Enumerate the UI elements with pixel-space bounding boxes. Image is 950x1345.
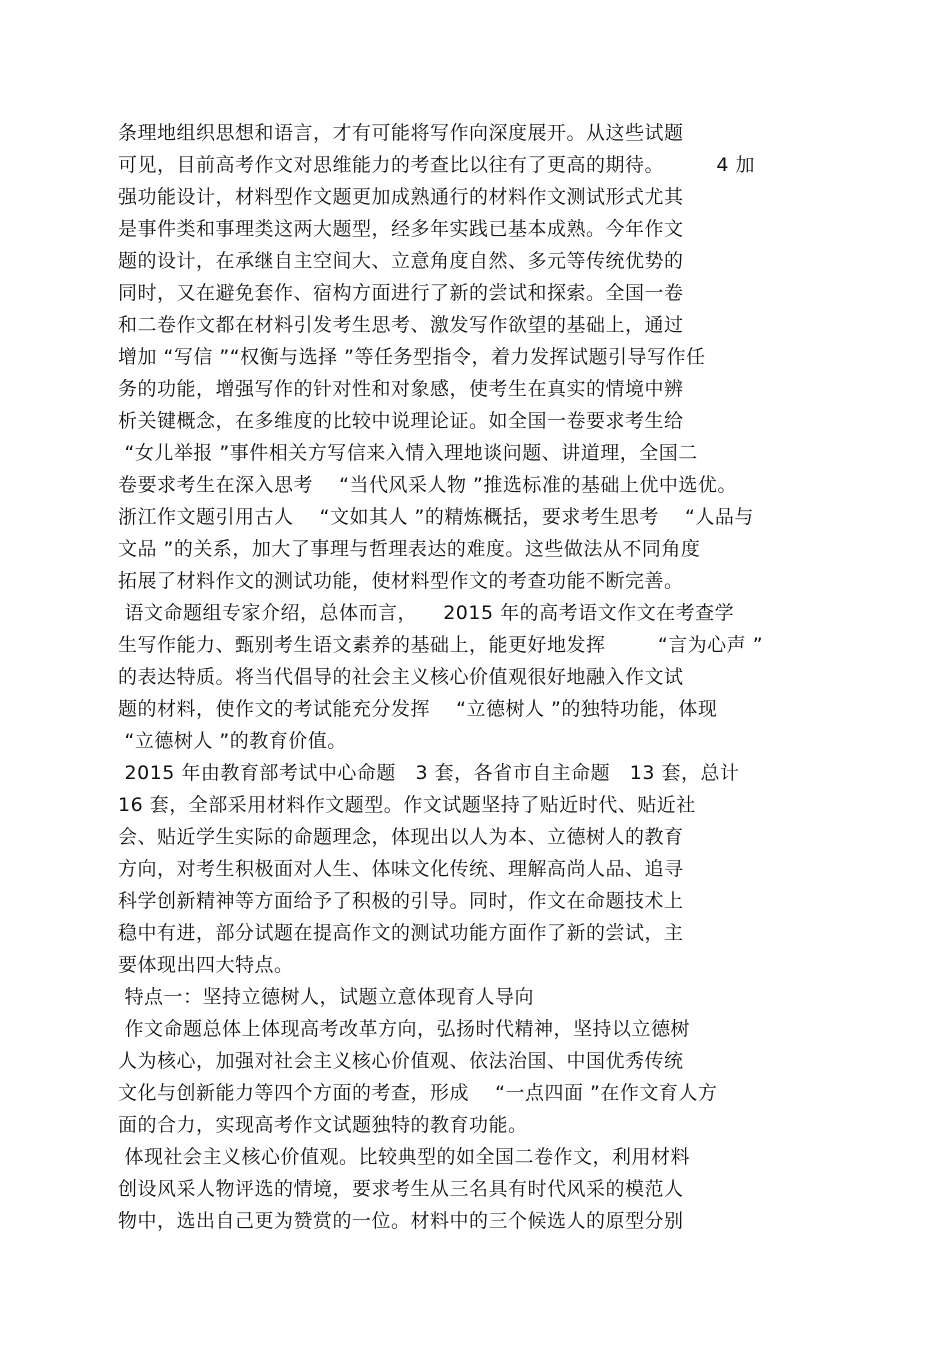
- text-line: 创设风采人物评选的情境，要求考生从三名具有时代风采的模范人: [118, 1178, 684, 1200]
- text-line: 体现社会主义核心价值观。比较典型的如全国二卷作文，利用材料: [118, 1146, 691, 1168]
- text-line: 的表达特质。将当代倡导的社会主义核心价值观很好地融入作文试: [118, 666, 684, 688]
- text-line: “女儿举报 ”事件相关方写信来入情入理地谈问题、讲道理，全国二: [118, 442, 698, 464]
- text-line: 面的合力，实现高考作文试题独特的教育功能。: [118, 1114, 528, 1136]
- text-line: 稳中有进，部分试题在提高作文的测试功能方面作了新的尝试，主: [118, 922, 684, 944]
- text-line: 方向，对考生积极面对人生、体味文化传统、理解高尚人品、追寻: [118, 858, 684, 880]
- text-line: 2015 年由教育部考试中心命题 3 套，各省市自主命题 13 套，总计: [118, 762, 740, 784]
- text-line: 浙江作文题引用古人 “文如其人 ”的精炼概括，要求考生思考 “人品与: [118, 506, 754, 528]
- text-line: 要体现出四大特点。: [118, 954, 294, 976]
- text-line: 人为核心，加强对社会主义核心价值观、依法治国、中国优秀传统: [118, 1050, 684, 1072]
- section-heading: 特点一：坚持立德树人，试题立意体现育人导向: [118, 986, 535, 1008]
- text-line: 可见，目前高考作文对思维能力的考查比以往有了更高的期待。 4 加: [118, 154, 755, 176]
- text-line: 作文命题总体上体现高考改革方向，弘扬时代精神，坚持以立德树: [118, 1018, 691, 1040]
- text-line: 文品 ”的关系，加大了事理与哲理表达的难度。这些做法从不同角度: [118, 538, 701, 560]
- text-line: 务的功能，增强写作的针对性和对象感，使考生在真实的情境中辨: [118, 378, 684, 400]
- text-line: 题的设计，在承继自主空间大、立意角度自然、多元等传统优势的: [118, 250, 684, 272]
- text-line: 会、贴近学生实际的命题理念，体现出以人为本、立德树人的教育: [118, 826, 684, 848]
- text-line: 题的材料，使作文的考试能充分发挥 “立德树人 ”的独特功能，体现: [118, 698, 718, 720]
- text-line: 物中，选出自己更为赞赏的一位。材料中的三个候选人的原型分别: [118, 1210, 684, 1232]
- text-line: 卷要求考生在深入思考 “当代风采人物 ”推选标准的基础上优中选优。: [118, 474, 737, 496]
- text-line: 增加 “写信 ”“权衡与选择 ”等任务型指令，着力发挥试题引导写作任: [118, 346, 706, 368]
- text-line: 条理地组织思想和语言，才有可能将写作向深度展开。从这些试题: [118, 122, 684, 144]
- text-line: 是事件类和事理类这两大题型，经多年实践已基本成熟。今年作文: [118, 218, 684, 240]
- text-line: 拓展了材料作文的测试功能，使材料型作文的考查功能不断完善。: [118, 570, 684, 592]
- text-line: 生写作能力、甄别考生语文素养的基础上，能更好地发挥 “言为心声 ”: [118, 634, 764, 656]
- text-line: 16 套，全部采用材料作文题型。作文试题坚持了贴近时代、贴近社: [118, 794, 696, 816]
- text-line: “立德树人 ”的教育价值。: [118, 730, 347, 752]
- text-line: 强功能设计，材料型作文题更加成熟通行的材料作文测试形式尤其: [118, 186, 684, 208]
- text-line: 和二卷作文都在材料引发考生思考、激发写作欲望的基础上，通过: [118, 314, 684, 336]
- text-line: 析关键概念，在多维度的比较中说理论证。如全国一卷要求考生给: [118, 410, 684, 432]
- text-line: 文化与创新能力等四个方面的考查，形成 “一点四面 ”在作文育人方: [118, 1082, 718, 1104]
- text-line: 同时，又在避免套作、宿构方面进行了新的尝试和探索。全国一卷: [118, 282, 684, 304]
- text-line: 语文命题组专家介绍，总体而言， 2015 年的高考语文作文在考查学: [118, 602, 735, 624]
- text-line: 科学创新精神等方面给予了积极的引导。同时，作文在命题技术上: [118, 890, 684, 912]
